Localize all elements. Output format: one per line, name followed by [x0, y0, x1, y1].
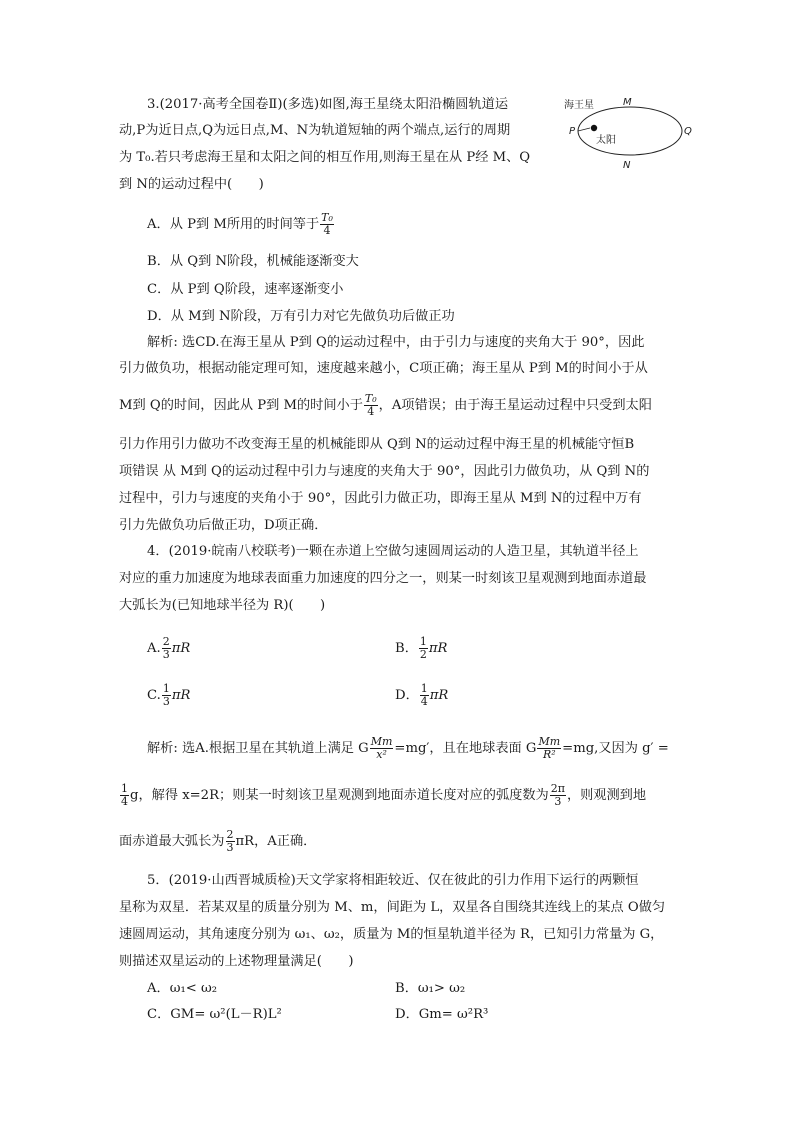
option-fraction — [162, 636, 171, 661]
q5-stem-line-4: 则描述双星运动的上述物理量满足( ) — [119, 954, 354, 969]
q4-solution-fraction-5 — [226, 829, 235, 854]
q3-option-a-text: A．从 P到 M所用的时间等于 — [147, 217, 320, 232]
q5-option-a: A．ω₁< ω₂ — [147, 981, 218, 996]
q4-option-b — [395, 636, 448, 661]
q4-solution-line-3 — [119, 829, 316, 854]
point-q-label: Q — [684, 126, 692, 137]
option-label: A. — [147, 641, 161, 656]
q4-solution-text-d: g，解得 x=2R；则某一时刻该卫星观测到地面赤道长度对应的弧度数为 — [130, 788, 549, 803]
frac-denominator: R² — [542, 748, 556, 761]
frac-numerator: Mm — [370, 735, 393, 748]
q3-option-a-fraction — [320, 212, 334, 237]
q3-option-b: B．从 Q到 N阶段，机械能逐渐变大 — [147, 254, 359, 269]
q4-solution-text-a: 解析: 选A.根据卫星在其轨道上满足 G — [147, 741, 369, 756]
frac-denominator: 4 — [323, 224, 331, 237]
option-tail: πR — [171, 688, 191, 703]
option-fraction — [162, 683, 171, 708]
neptune-pointer — [578, 128, 590, 131]
frac-denominator: 3 — [162, 648, 170, 661]
q4-option-d — [395, 683, 448, 708]
option-label: D． — [395, 688, 419, 703]
frac-numerator: 1 — [162, 682, 170, 695]
point-n-label: N — [623, 160, 631, 171]
q3-stem-line-4: 到 N的运动过程中( ) — [119, 177, 264, 192]
frac-denominator: 4 — [121, 795, 128, 808]
q3-option-c: C．从 P到 Q阶段，速率逐渐变小 — [147, 282, 344, 297]
q3-solution-line-3-pre: M到 Q的时间，因此从 P到 M的时间小于 — [119, 398, 363, 413]
frac-numerator: T₀ — [364, 392, 377, 405]
option-tail: πR — [429, 688, 449, 703]
sun-dot — [591, 125, 597, 131]
q3-solution-line-3 — [119, 393, 652, 418]
q4-solution-line-1 — [147, 736, 669, 761]
q3-solution-line-5: 项错误 从 M到 Q的运动过程中引力与速度的夹角大于 90°，因此引力做负功，从 Q到 N的 — [119, 464, 650, 479]
frac-numerator: 1 — [419, 635, 427, 648]
q3-option-d: D．从 M到 N阶段，万有引力对它先做负功后做正功 — [147, 309, 455, 324]
q4-solution-text-c: =mg,又因为 g′ = — [562, 741, 669, 756]
q4-solution-text-e: ，则观测到地 — [566, 788, 647, 803]
q3-option-a — [147, 212, 335, 237]
q4-stem-line-1: 4．(2019·皖南八校联考)一颗在赤道上空做匀速圆周运动的人造卫星，其轨道半径上 — [147, 544, 639, 559]
q4-solution-fraction-3 — [120, 783, 129, 808]
q3-stem-line-1: 3.(2017·高考全国卷Ⅱ)(多选)如图,海王星绕太阳沿椭圆轨道运 — [147, 97, 509, 112]
q3-solution-fraction — [364, 393, 378, 418]
q4-stem-line-3: 大弧长为(已知地球半径为 R)( ) — [119, 598, 326, 613]
frac-denominator: 3 — [554, 795, 562, 808]
q3-solution-line-6: 过程中，引力与速度的夹角小于 90°，因此引力做正功，即海王星从 M到 N的过程中万有 — [119, 491, 642, 506]
q3-solution-line-7: 引力先做负功后做正功，D项正确． — [119, 518, 328, 533]
q4-solution-fraction-1 — [370, 736, 394, 761]
frac-numerator: 2 — [226, 828, 234, 841]
q3-solution-line-2: 引力做负功，根据动能定理可知，速度越来越小，C项正确；海王星从 P到 M的时间小于从 — [119, 361, 648, 376]
q4-solution-line-2 — [119, 783, 646, 808]
q5-stem-line-2: 星称为双星．若某双星的质量分别为 M、m，间距为 L，双星各自围绕其连线上的某点 O做匀 — [119, 900, 666, 915]
frac-numerator: Mm — [538, 735, 561, 748]
q4-solution-text-f: 面赤道最大弧长为 — [119, 834, 225, 849]
q3-stem-line-3: 为 T₀.若只考虑海王星和太阳之间的相互作用,则海王星在从 P经 M、Q — [119, 150, 531, 165]
q4-option-a — [147, 636, 190, 661]
q3-stem-line-2: 动,P为近日点,Q为远日点,M、N为轨道短轴的两个端点,运行的周期 — [119, 123, 511, 138]
option-tail: πR — [428, 641, 448, 656]
frac-denominator: 4 — [420, 695, 428, 708]
frac-numerator: 2π — [550, 782, 565, 795]
frac-numerator: 2 — [162, 635, 170, 648]
option-label: C. — [147, 688, 161, 703]
frac-denominator: 3 — [162, 695, 170, 708]
q3-solution-line-1: 解析: 选CD.在海王星从 P到 Q的运动过程中，由于引力与速度的夹角大于 90°，因此 — [147, 335, 645, 350]
q4-solution-fraction-4 — [550, 783, 566, 808]
frac-denominator: x² — [376, 748, 387, 761]
q3-solution-line-4: 引力作用引力做功不改变海王星的机械能即从 Q到 N的运动过程中海王星的机械能守恒B — [119, 437, 635, 452]
option-label: B． — [395, 641, 418, 656]
point-p-label: P — [569, 126, 576, 137]
frac-denominator: 4 — [367, 405, 375, 418]
frac-numerator: 1 — [420, 682, 428, 695]
q4-solution-text-b: =mg′，且在地球表面 G — [394, 741, 537, 756]
q5-option-d: D．Gm= ω²R³ — [395, 1007, 489, 1022]
frac-denominator: 2 — [419, 648, 427, 661]
option-tail: πR — [171, 641, 191, 656]
q4-solution-fraction-2 — [537, 736, 561, 761]
neptune-label: 海王星 — [564, 100, 594, 111]
point-m-label: M — [623, 97, 632, 108]
q5-option-c: C．GM= ω²(L－R)L² — [147, 1007, 282, 1022]
q5-stem-line-1: 5．(2019·山西晋城质检)天文学家将相距较近、仅在彼此的引力作用下运行的两颗恒 — [147, 873, 639, 888]
orbit-diagram — [560, 95, 690, 175]
q4-solution-text-g: πR，A正确． — [235, 834, 317, 849]
frac-numerator: T₀ — [321, 211, 333, 224]
option-fraction — [419, 636, 428, 661]
q5-option-b: B．ω₁> ω₂ — [395, 981, 466, 996]
q4-option-c — [147, 683, 190, 708]
option-fraction — [420, 683, 429, 708]
q5-stem-line-3: 速圆周运动，其角速度分别为 ω₁、ω₂，质量为 M的恒星轨道半径为 R，已知引力常量为 G， — [119, 927, 664, 942]
q4-stem-line-2: 对应的重力加速度为地球表面重力加速度的四分之一，则某一时刻该卫星观测到地面赤道最 — [119, 571, 647, 586]
frac-denominator: 3 — [226, 841, 234, 854]
frac-numerator: 1 — [121, 782, 128, 795]
sun-label: 太阳 — [596, 135, 616, 146]
q3-solution-line-3-post: ，A项错误；由于海王星运动过程中只受到太阳 — [378, 398, 652, 413]
